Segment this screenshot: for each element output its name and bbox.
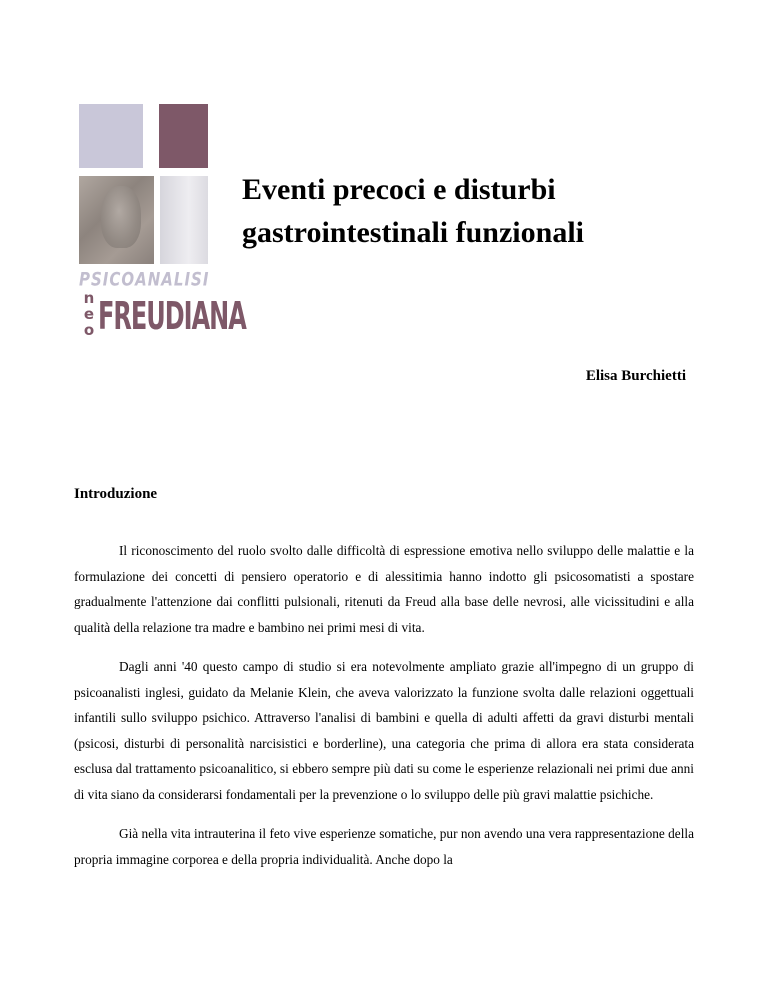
logo-text-neo: n e o (83, 289, 95, 339)
journal-logo (79, 104, 246, 340)
section-heading: Introduzione (74, 486, 158, 502)
logo-text-freudiana: FREUDIANA (98, 294, 246, 339)
title-line-2: gastrointestinali funzionali (242, 216, 584, 249)
body-text (74, 538, 694, 886)
document-title (242, 168, 584, 254)
paragraph: Dagli anni '40 questo campo di studio si era notevolmente ampliato grazie all'impegno di un gruppo di psicoanalisti inglesi, guidato da Melanie Klein, che aveva valorizzato la funzione svolta dalle relazioni oggettuali infantili sullo sviluppo psichico. Attraverso l'analisi di bambini e quella di adulti affetti da gravi disturbi mentali (psicosi, disturbi di personalità narcisistici e borderline), una categoria che prima di allora era stata considerata esclusa dal trattamento psicoanalitico, si ebbero sempre più dati su come le esperienze relazionali nei primi due anni di vita siano da considerarsi fondamentali per la prevenzione o lo sviluppo delle più gravi malattie psichiche. (74, 659, 694, 802)
logo-text-psicoanalisi: PSICOANALISI (79, 268, 210, 291)
title-line-1: Eventi precoci e disturbi (242, 173, 556, 206)
paragraph: Il riconoscimento del ruolo svolto dalle difficoltà di espressione emotiva nello sviluppo delle malattie e la formulazione dei concetti di pensiero operatorio e di alessitimia hanno indotto gli psicosomatisti a spostare gradualmente l'attenzione dai conflitti pulsionali, ritenuti da Freud alla base delle nevrosi, alle vicissitudini e alla qualità della relazione tra madre e bambino nei primi mesi di vita. (74, 543, 694, 635)
logo-face-image (79, 176, 154, 264)
logo-square-mauve (159, 104, 208, 168)
author-name: Elisa Burchietti (585, 368, 686, 384)
logo-square-light (160, 176, 208, 264)
paragraph: Già nella vita intrauterina il feto vive esperienze somatiche, pur non avendo una vera rappresentazione della propria immagine corporea e della propria individualità. Anche dopo la (74, 826, 694, 867)
logo-square-lavender (79, 104, 143, 168)
